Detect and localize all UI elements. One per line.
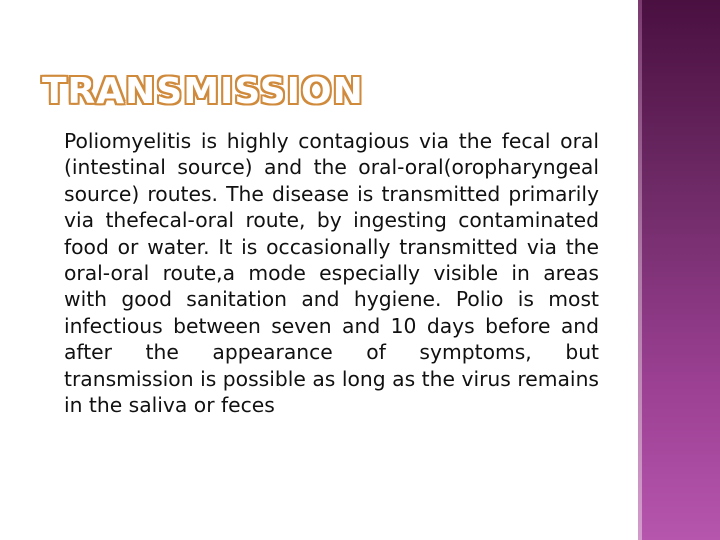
slide-title: TRANSMISSION <box>42 71 364 112</box>
decorative-sidebar <box>642 0 720 540</box>
slide-body-text: Poliomyelitis is highly contagious via the fecal oral (intestinal source) and the oral-oral(oropharyngeal source) routes. The disease is transmitted primarily via thefecal-oral route, by ingesting contaminated food or water. It is occasionally transmitted via the oral-oral route,a mode especially visible in areas with good sanitation and hygiene. Polio is most infectious between seven and 10 days before and after the appearance of symptoms, but transmission is possible as long as the virus remains in the saliva or feces <box>64 129 599 418</box>
